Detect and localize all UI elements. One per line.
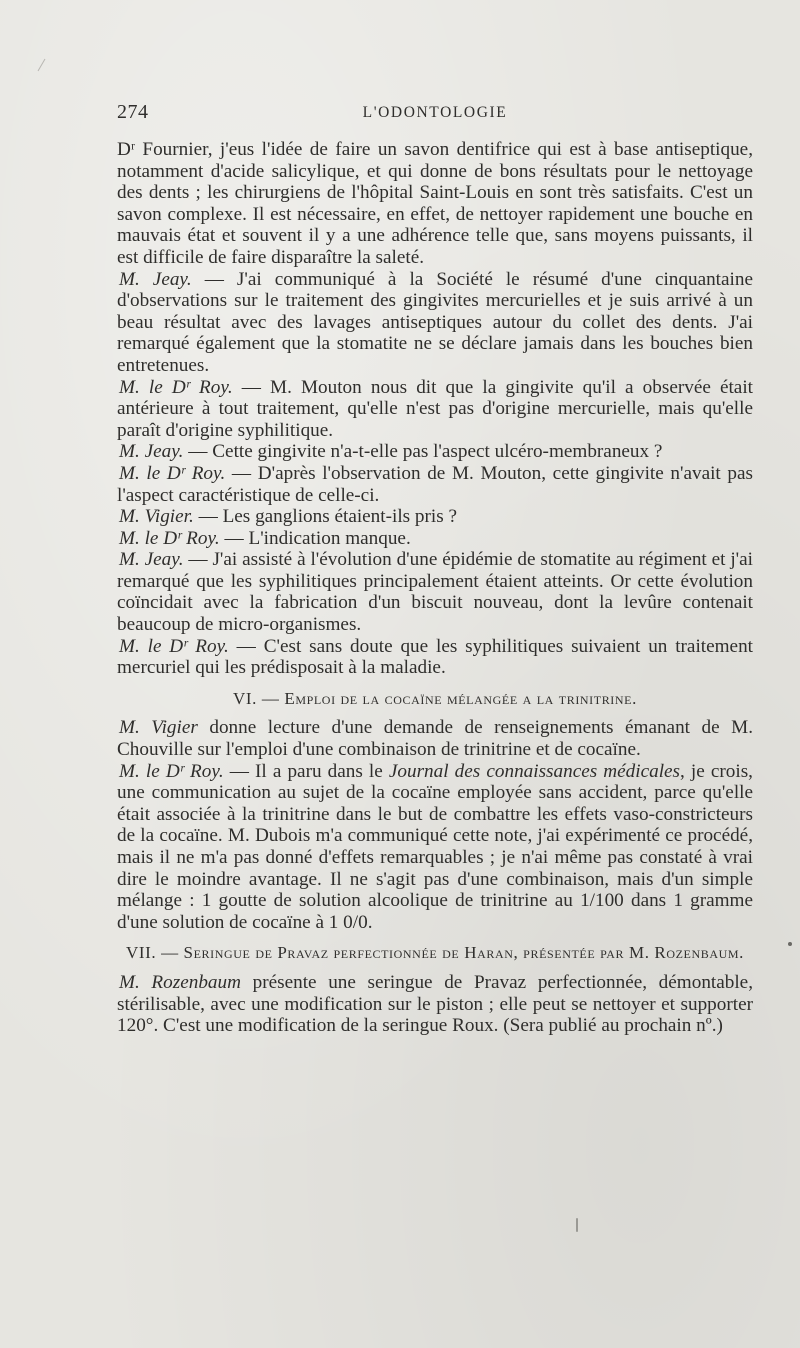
- paragraph-roy-3: [117, 528, 753, 550]
- speaker-name: M. Rozenbaum: [119, 971, 241, 993]
- section-title: — Seringue de Pravaz perfectionnée de Haran, présentée par M. Rozenbaum.: [161, 943, 744, 963]
- speaker-name: M. Vigier: [119, 717, 198, 739]
- paragraph-text: — J'ai communiqué à la Société le résumé d'une cinquantaine d'observations sur le traitement des gingivites mercurielles et je suis arrivé à un beau résultat avec des lavages antiseptiques autour du collet des dents. J'ai remarqué également que la stomatite ne se déclare jamais dans les bouches bien entretenues.: [117, 268, 753, 376]
- paragraph-text: — L'indication manque.: [219, 527, 411, 549]
- paragraph-continuation: [117, 139, 753, 269]
- speaker-name: M. Jeay.: [119, 441, 184, 463]
- paragraph-text: présente une seringue de Pravaz perfectionnée, démontable, stérilisable, avec une modification sur le piston ; elle peut se nettoyer et supporter 120°. C'est une modification de la seringue Roux. (Sera publié au prochain nº.): [117, 971, 753, 1037]
- speaker-name: M. le Dʳ Roy.: [119, 760, 224, 782]
- body-text: [117, 139, 753, 1037]
- journal-reference: Journal des connaissances médicales: [388, 760, 681, 782]
- paragraph-rozenbaum: [117, 972, 753, 1037]
- speaker-name: M. le Dʳ Roy.: [119, 376, 233, 398]
- paragraph-vigier-2: [117, 717, 753, 760]
- paper-speck: [38, 59, 46, 72]
- section-heading-vii: [117, 942, 753, 964]
- paragraph-roy-2: [117, 463, 753, 506]
- paragraph-text: — D'après l'observation de M. Mouton, cette gingivite n'avait pas l'aspect caractéristique de celle-ci.: [117, 462, 753, 506]
- paper-speck: [788, 942, 792, 946]
- paragraph-vigier-1: [117, 506, 753, 528]
- paragraph-jeay-2: [117, 441, 753, 463]
- speaker-name: M. Vigier.: [119, 506, 194, 528]
- paragraph-text: donne lecture d'une demande de renseignements émanant de M. Chouville sur l'emploi d'une combinaison de trinitrine et de cocaïne.: [117, 717, 753, 761]
- page-number: 274: [117, 101, 149, 123]
- section-heading-vi: [117, 688, 753, 710]
- speaker-name: M. le Dʳ Roy.: [119, 527, 220, 549]
- journal-title: L'ODONTOLOGIE: [362, 104, 508, 121]
- paragraph-text: — Les ganglions étaient-ils pris ?: [193, 506, 458, 528]
- paragraph-text: — M. Mouton nous dit que la gingivite qu'il a observée était antérieure à tout traitement, qu'elle n'est pas d'origine mercurielle, mais qu'elle paraît d'origine syphilitique.: [117, 376, 753, 441]
- running-head: [117, 101, 753, 131]
- paragraph-text: — Cette gingivite n'a-t-elle pas l'aspect ulcéro-membraneux ?: [183, 441, 663, 463]
- paragraph-roy-5: [117, 761, 753, 934]
- speaker-name: M. Jeay.: [119, 268, 192, 290]
- paragraph-text: — Il a paru dans le: [223, 760, 389, 782]
- speaker-name: M. le Dʳ Roy.: [119, 462, 226, 484]
- paragraph-text: — J'ai assisté à l'évolution d'une épidémie de stomatite au régiment et j'ai remarqué que les syphilitiques principalement étaient atteints. Or cette évolution coïncidait avec la fabrication d'un biscuit nouveau, dont la levûre contenait beaucoup de micro-organismes.: [117, 549, 753, 636]
- paragraph-roy-4: [117, 636, 753, 679]
- section-number: VII.: [126, 943, 157, 963]
- speaker-name: M. le Dʳ Roy.: [119, 635, 229, 657]
- paragraph-roy-1: [117, 377, 753, 442]
- section-number: VI.: [233, 688, 258, 708]
- paragraph-text: — C'est sans doute que les syphilitiques suivaient un traitement mercuriel qui les prédisposait à la maladie.: [117, 635, 753, 679]
- paragraph-jeay-3: [117, 549, 753, 635]
- paragraph-text: Dʳ Fournier, j'eus l'idée de faire un savon dentifrice qui est à base antiseptique, notamment d'acide salicylique, et qui donne de bons résultats pour le nettoyage des dents ; les chirurgiens de l'hôpital Saint-Louis en sont très satisfaits. C'est un savon complexe. Il est nécessaire, en effet, de nettoyer rapidement une bouche en mauvais état et souvent il y a une adhérence telle que, sans moyens puissants, il est difficile de faire disparaître la saleté.: [117, 139, 753, 268]
- speaker-name: M. Jeay.: [119, 549, 184, 571]
- paper-speck: [576, 1218, 578, 1232]
- section-title: — Emploi de la cocaïne mélangée a la trinitrine.: [261, 688, 637, 708]
- paragraph-text: , je crois, une communication au sujet de la cocaïne employée sans accident, parce qu'elle était associée à la trinitrine dans le but de combattre les effets vaso-constricteurs de la cocaïne. M. Dubois m'a communiqué cette note, j'ai expérimenté ce procédé, mais il ne m'a pas donné d'effets remarquables ; je n'ai même pas constaté à vrai dire le moindre avantage. Il ne s'agit pas d'une combinaison, mais d'un simple mélange : 1 goutte de solution alcoolique de trinitrine au 1/100 dans 1 gramme d'une solution de cocaïne à 1 0/0.: [117, 760, 753, 933]
- paragraph-jeay-1: [117, 269, 753, 377]
